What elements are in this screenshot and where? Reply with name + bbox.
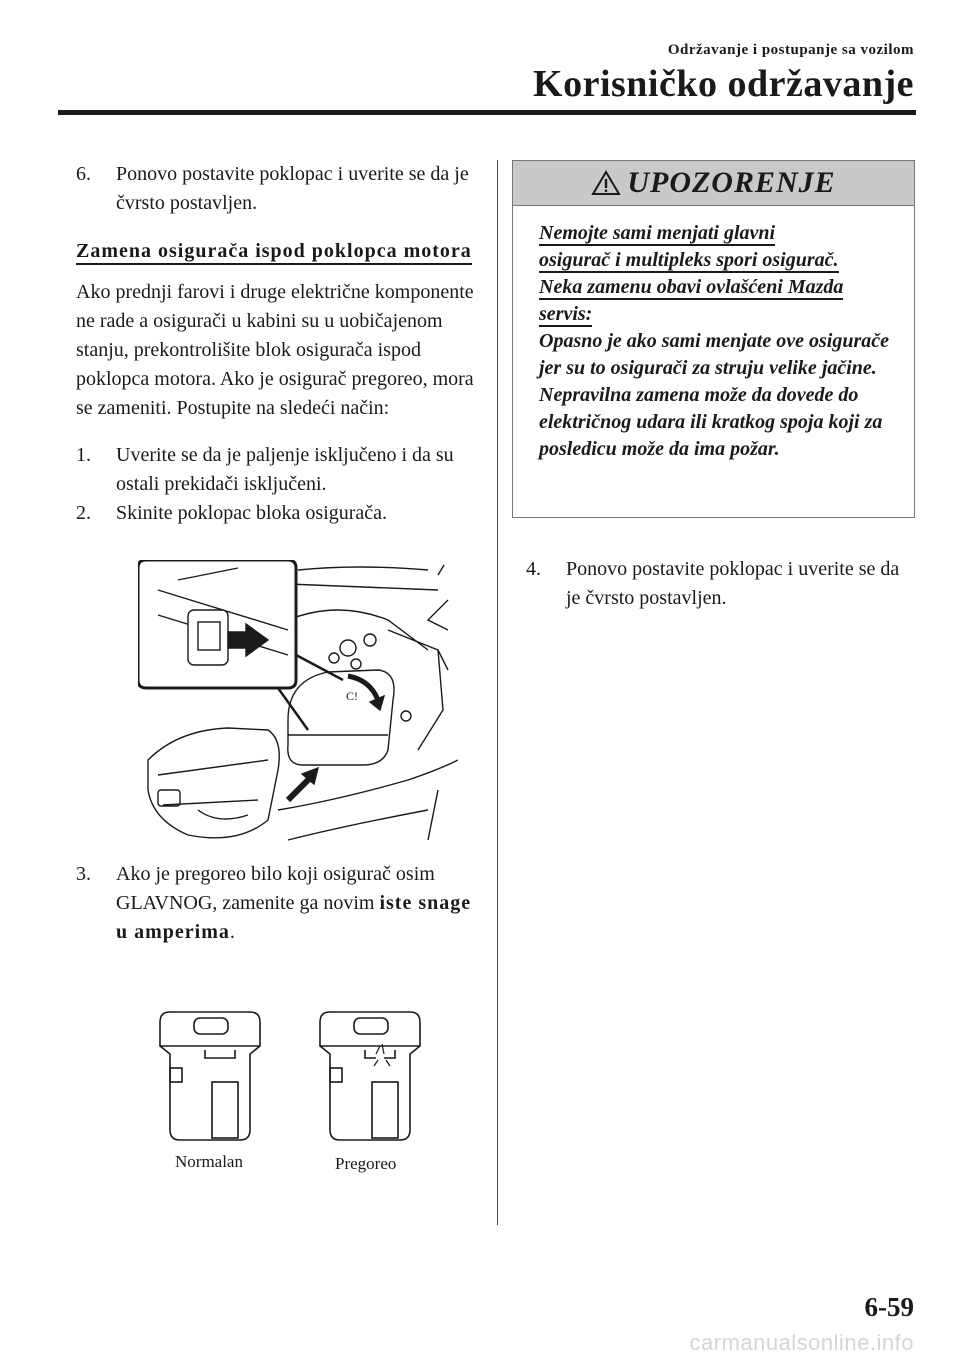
warning-line-4: servis:	[539, 303, 593, 325]
warning-header	[513, 161, 914, 206]
step-6-text: Ponovo postavite poklopac i uverite se da je čvrsto postavljen.	[116, 163, 469, 214]
subheading	[76, 236, 476, 266]
step-6: 6. Ponovo postavite poklopac i uverite se da je čvrsto postavljen.	[76, 163, 469, 214]
page-title: Korisničko održavanje	[533, 63, 914, 105]
warning-body-text: Opasno je ako sami menjate ove osigurače jer su to osigurači za struju velike jačine. Nepravilna zamena može da dovede do električnog udara ili kratkog spoja koji za posledicu može da ima požar.	[539, 330, 889, 460]
fuse-blown-illustration	[320, 1012, 420, 1140]
left-column	[76, 160, 476, 528]
fuse-label-blown: Pregoreo	[335, 1154, 397, 1173]
step-4-text: Ponovo postavite poklopac i uverite se da je čvrsto postavljen.	[566, 558, 900, 609]
step-1-text: Uverite se da je paljenje isključeno i da su ostali prekidači isključeni.	[116, 444, 454, 495]
step-4: 4. Ponovo postavite poklopac i uverite se da je čvrsto postavljen.	[526, 558, 900, 609]
warning-triangle-icon	[591, 170, 621, 196]
warning-line-1: Nemojte sami menjati glavni	[539, 222, 776, 244]
warning-box	[512, 160, 915, 518]
step-2: 2. Skinite poklopac bloka osigurača.	[76, 502, 388, 524]
step-3: 3. Ako je pregoreo bilo koji osigurač osim GLAVNOG, zamenite ga novim iste snage u amperima.	[76, 863, 472, 943]
step-2-text: Skinite poklopac bloka osigurača.	[116, 502, 388, 524]
intro-paragraph: Ako prednji farovi i druge električne komponente ne rade a osigurači u kabini su u uobičajenom stanju, prekontrolišite blok osigurača ispod poklopca motora. Ako je osigurač pregoreo, mora se zameniti. Postupite na sledeći način:	[76, 281, 474, 419]
header-rule	[58, 110, 916, 115]
step-1: 1. Uverite se da je paljenje isključeno i da su ostali prekidači isključeni.	[76, 444, 454, 495]
warning-title: UPOZORENJE	[627, 166, 836, 199]
step-3-bold: iste snage u amperima	[116, 892, 472, 943]
step-4-block	[526, 555, 916, 613]
step-3-text: Ako je pregoreo bilo koji osigurač osim GLAVNOG, zamenite ga novim	[116, 863, 435, 914]
warning-line-2: osigurač i multipleks spori osigurač.	[539, 249, 839, 271]
engine-bay-illustration	[138, 560, 458, 850]
warning-body	[513, 206, 914, 463]
left-column-lower	[76, 860, 476, 947]
svg-text:C!: C!	[346, 689, 358, 703]
section-header: Održavanje i postupanje sa vozilom	[667, 42, 914, 58]
fuse-normal-illustration	[160, 1012, 260, 1140]
subheading-text: Zamena osigurača ispod poklopca motora	[76, 240, 472, 265]
warning-line-3: Neka zamenu obavi ovlašćeni Mazda	[539, 276, 844, 298]
fuse-label-normal: Normalan	[175, 1152, 243, 1171]
watermark: carmanualsonline.info	[689, 1330, 914, 1355]
column-divider	[497, 160, 498, 1225]
page-number: 6-59	[864, 1292, 914, 1322]
